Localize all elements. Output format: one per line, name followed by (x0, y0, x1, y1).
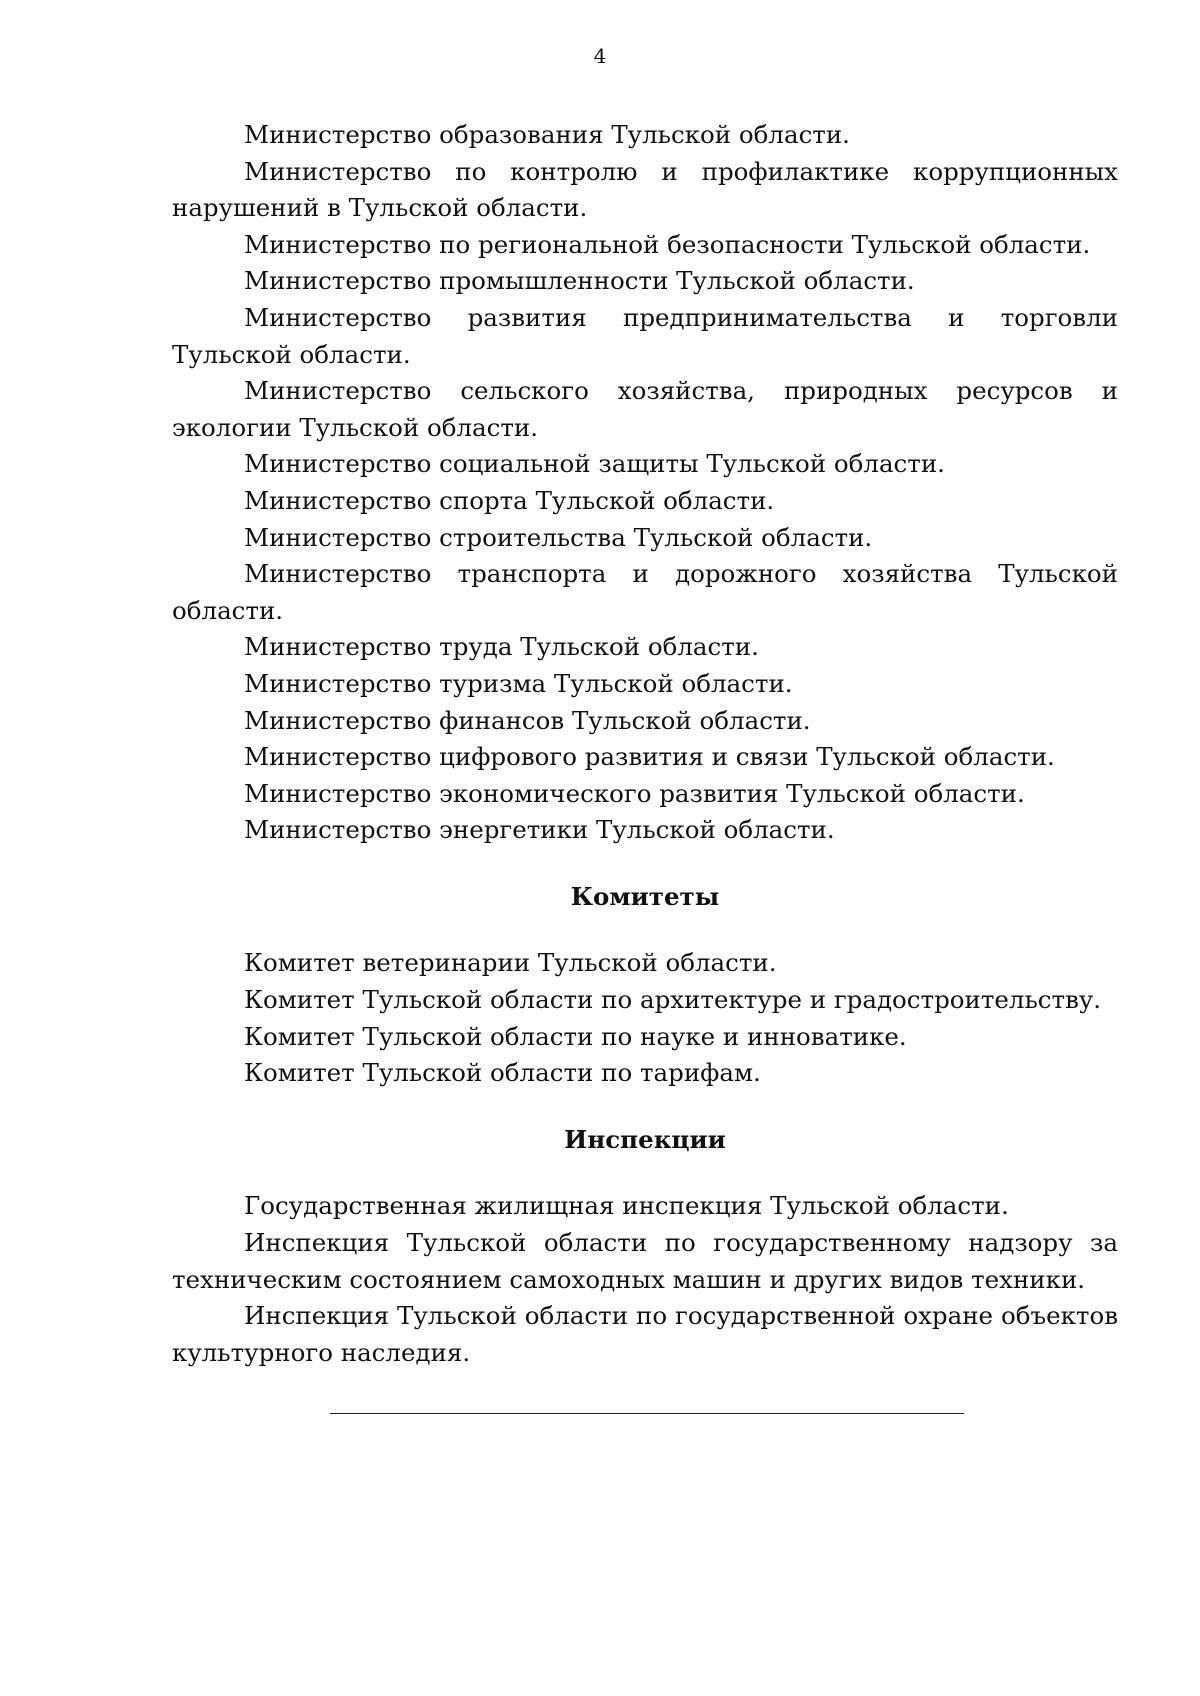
list-item: Министерство энергетики Тульской области. (244, 815, 835, 845)
section-heading-inspections: Инспекции (564, 1124, 726, 1154)
list-item: Комитет Тульской области по тарифам. (244, 1058, 761, 1088)
list-item: Министерство сельского хозяйства, природных ресурсов и экологии Тульской области. (172, 376, 1118, 442)
list-item: Министерство туризма Тульской области. (244, 668, 793, 698)
document-body (172, 117, 1118, 1371)
end-rule-divider (330, 1413, 964, 1414)
list-item: Министерство по контролю и профилактике коррупционных нарушений в Тульской области. (172, 156, 1118, 223)
inspections-list (172, 1188, 1118, 1371)
list-item: Министерство по региональной безопасности Тульской области. (244, 229, 1091, 259)
list-item: Министерство цифрового развития и связи Тульской области. (244, 742, 1055, 772)
list-item: Государственная жилищная инспекция Тульской области. (244, 1191, 1009, 1221)
list-item: Министерство транспорта и дорожного хозяйства Тульской области. (172, 559, 1118, 625)
list-item: Министерство промышленности Тульской области. (244, 266, 915, 296)
list-item: Комитет Тульской области по науке и инноватике. (244, 1021, 907, 1051)
section-heading-committees: Комитеты (570, 881, 720, 911)
list-item: Министерство финансов Тульской области. (244, 705, 811, 735)
page-number: 4 (593, 44, 607, 68)
list-item: Министерство социальной защиты Тульской области. (244, 449, 945, 479)
committees-list (172, 945, 1118, 1091)
list-item: Министерство строительства Тульской области. (244, 522, 873, 552)
list-item: Министерство экономического развития Тульской области. (244, 778, 1025, 808)
list-item: Инспекция Тульской области по государственному надзору за техническим состоянием самоходных машин и других видов техники. (172, 1228, 1118, 1294)
list-item: Министерство труда Тульской области. (244, 632, 759, 662)
list-item: Инспекция Тульской области по государственной охране объектов культурного наследия. (172, 1301, 1118, 1367)
list-item: Министерство спорта Тульской области. (244, 485, 775, 515)
ministries-list (172, 117, 1118, 849)
list-item: Министерство образования Тульской области. (244, 120, 850, 149)
list-item: Министерство развития предпринимательства и торговли Тульской области. (172, 302, 1118, 369)
list-item: Комитет Тульской области по архитектуре и градостроительству. (244, 985, 1102, 1015)
list-item: Комитет ветеринарии Тульской области. (244, 948, 777, 978)
